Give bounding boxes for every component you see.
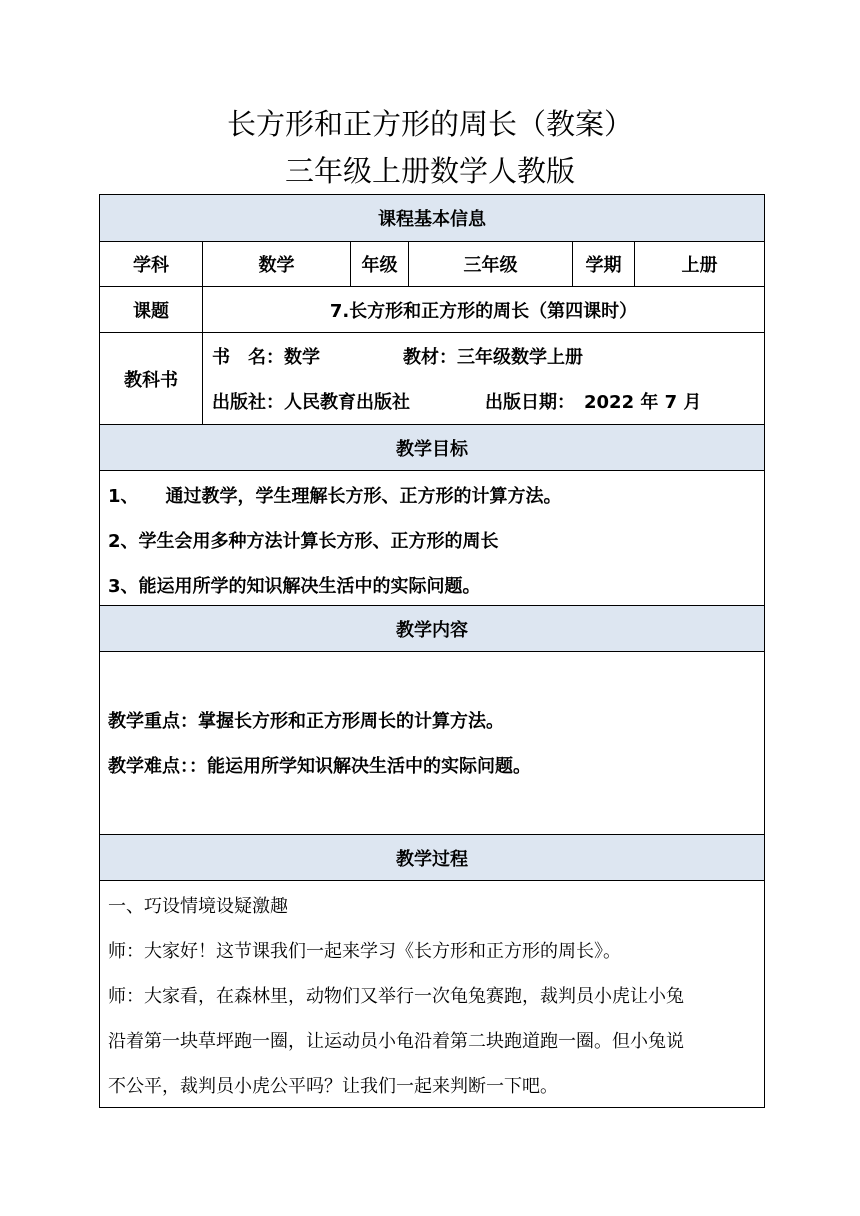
term-value: 上册 [681, 255, 718, 276]
document-title: 长方形和正方形的周长（教案） [226, 107, 633, 141]
objective-item: 1、 通过教学，学生理解长方形、正方形的计算方法。 [108, 486, 562, 507]
objective-item: 3、能运用所学的知识解决生活中的实际问题。 [108, 576, 481, 597]
book-name: 书 名：数学 [212, 347, 320, 368]
document-subtitle: 三年级上册数学人教版 [284, 154, 575, 188]
book-pub-date: 出版日期： 2022 年 7 月 [485, 392, 702, 413]
grade-label: 年级 [351, 242, 409, 286]
content-header: 教学内容 [100, 606, 764, 652]
key-point: 教学重点：掌握长方形和正方形周长的计算方法。 [108, 711, 504, 732]
textbook-label: 教科书 [100, 333, 203, 424]
textbook-row [100, 333, 764, 425]
content-body [100, 652, 764, 835]
lesson-plan-table [99, 194, 765, 1108]
lesson-label: 课题 [100, 287, 203, 332]
process-header: 教学过程 [100, 835, 764, 881]
subject-value: 数学 [203, 242, 351, 286]
process-line: 沿着第一块草坪跑一圈，让运动员小龟沿着第二块跑道跑一圈。但小兔说 [108, 1031, 684, 1052]
grade-value: 三年级 [409, 242, 573, 286]
term-label: 学期 [573, 242, 635, 286]
difficulty-point: 教学难点：：能运用所学知识解决生活中的实际问题。 [108, 756, 531, 777]
book-publisher: 出版社：人民教育出版社 [212, 392, 410, 413]
process-line: 师：大家好！这节课我们一起来学习《长方形和正方形的周长》。 [108, 941, 621, 962]
basic-info-header: 课程基本信息 [100, 195, 764, 242]
lesson-value: 7.长方形和正方形的周长（第四课时） [329, 300, 638, 322]
lesson-row [100, 287, 764, 333]
process-line: 不公平，裁判员小虎公平吗？让我们一起来判断一下吧。 [108, 1076, 558, 1097]
objectives-body [100, 471, 764, 606]
objectives-header: 教学目标 [100, 425, 764, 471]
subject-label: 学科 [100, 242, 203, 286]
process-line: 一、巧设情境设疑激趣 [108, 896, 288, 917]
book-material: 教材：三年级数学上册 [403, 347, 583, 368]
process-body [100, 881, 764, 1107]
objective-item: 2、学生会用多种方法计算长方形、正方形的周长 [108, 531, 499, 552]
process-line: 师：大家看，在森林里，动物们又举行一次龟兔赛跑，裁判员小虎让小兔 [108, 986, 684, 1007]
subject-grade-term-row [100, 242, 764, 287]
